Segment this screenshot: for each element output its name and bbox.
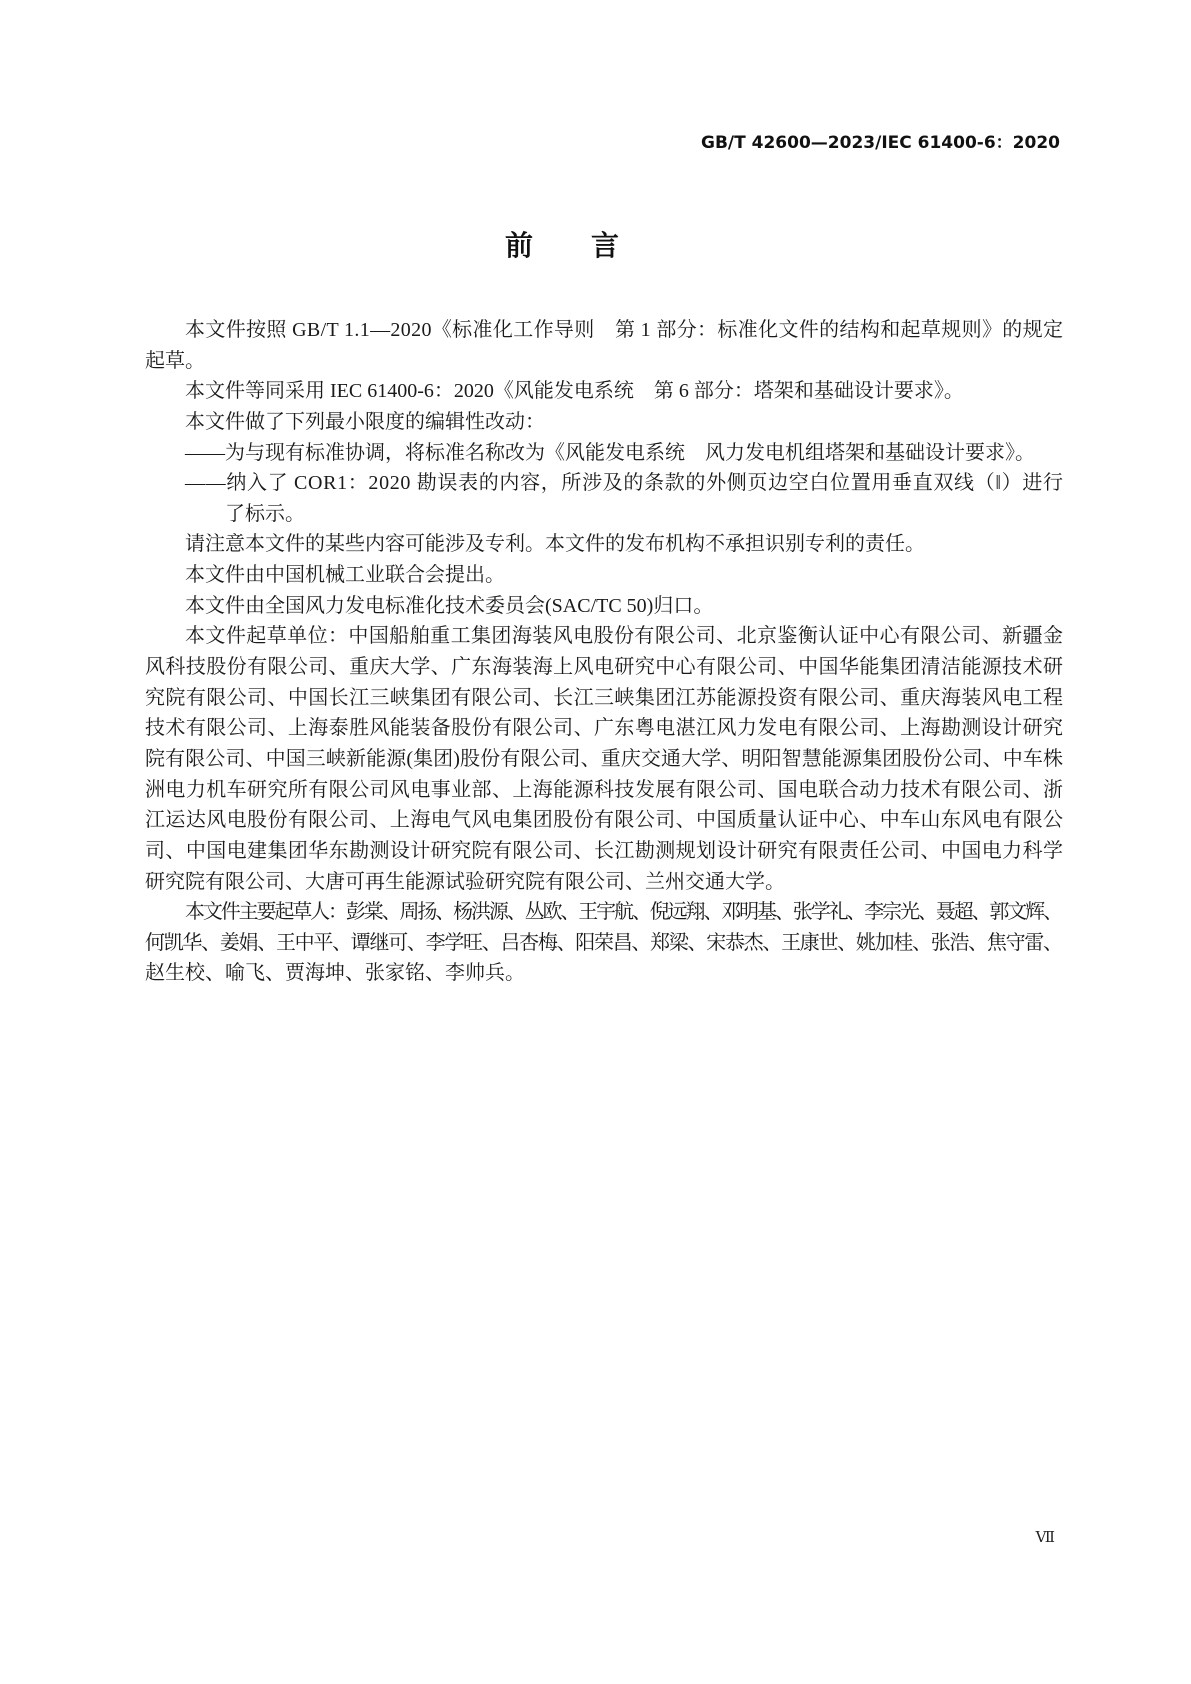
foreword-paragraph-editorial-changes [145,407,1063,438]
foreword-paragraph-technical-committee [145,591,1063,622]
standard-number-header: GB/T 42600—2023/IEC 61400-6：2020 [701,133,1060,153]
paragraph-line: 请注意本文件的某些内容可能涉及专利。本文件的发布机构不承担识别专利的责任。 [185,533,925,556]
paragraph-line: 研究院有限公司、大唐可再生能源试验研究院有限公司、兰州交通大学。 [145,870,785,893]
paragraph-line: 司、中国电建集团华东勘测设计研究院有限公司、长江勘测规划设计研究有限责任公司、中国电力科学 [145,839,1064,862]
list-item-line: ——纳入了 COR1：2020 勘误表的内容，所涉及的条款的外侧页边空白位置用垂直双线（‖）进行 [185,472,1064,495]
foreword-paragraph-proposer [145,560,1063,591]
paragraph-line: 风科技股份有限公司、重庆大学、广东海装海上风电研究中心有限公司、中国华能集团清洁能源技术研 [145,656,1064,679]
foreword-paragraph-patent-notice [145,529,1063,560]
paragraph-line: 洲电力机车研究所有限公司风电事业部、上海能源科技发展有限公司、国电联合动力技术有限公司、浙 [145,778,1064,801]
paragraph-line: 本文件等同采用 IEC 61400-6：2020《风能发电系统 第 6 部分：塔架和基础设计要求》。 [185,380,964,403]
paragraph-line: 院有限公司、中国三峡新能源(集团)股份有限公司、重庆交通大学、明阳智慧能源集团股份公司、中车株 [145,747,1064,770]
paragraph-line: 本文件按照 GB/T 1.1—2020《标准化工作导则 第 1 部分：标准化文件的结构和起草规则》的规定 [185,319,1064,341]
page-title-text: 前 言 [504,229,634,262]
paragraph-line: 本文件做了下列最小限度的编辑性改动： [185,410,545,433]
paragraph-line: 江运达风电股份有限公司、上海电气风电集团股份有限公司、中国质量认证中心、中车山东风电有限公 [145,809,1064,832]
paragraph-line: 本文件由中国机械工业联合会提出。 [185,564,505,587]
paragraph-line: 本文件起草单位：中国船舶重工集团海装风电股份有限公司、北京鉴衡认证中心有限公司、新疆金 [185,625,1064,648]
foreword-body [145,315,1063,989]
paragraph-line: 何凯华、姜娟、王中平、谭继可、李学旺、吕杏梅、阳荣昌、郑梁、宋恭杰、王康世、姚加桂、张浩、焦守雷、 [145,931,1062,954]
foreword-paragraph-drafting-rules [145,315,1063,376]
paragraph-line: 本文件由全国风力发电标准化技术委员会(SAC/TC 50)归口。 [185,594,714,617]
paragraph-line: 赵生校、喻飞、贾海坤、张家铭、李帅兵。 [145,962,525,985]
foreword-paragraph-adoption [145,376,1063,407]
list-item-title-change [145,438,1063,469]
paragraph-line: 起草。 [145,349,205,372]
list-item-line: ——为与现有标准协调，将标准名称改为《风能发电系统 风力发电机组塔架和基础设计要求》。 [185,441,1035,464]
page-number: Ⅶ [1035,1530,1055,1546]
list-item-line: 了标示。 [225,502,305,525]
paragraph-line: 技术有限公司、上海泰胜风能装备股份有限公司、广东粤电湛江风力发电有限公司、上海勘测设计研究 [145,717,1064,740]
list-item-corrigendum [145,468,1063,529]
paragraph-line: 究院有限公司、中国长江三峡集团有限公司、长江三峡集团江苏能源投资有限公司、重庆海装风电工程 [145,686,1064,709]
foreword-paragraph-drafters [145,897,1063,989]
page-title [0,228,1124,264]
foreword-paragraph-drafting-organizations [145,621,1063,897]
paragraph-line: 本文件主要起草人：彭棠、周扬、杨洪源、丛欧、王宇航、倪远翔、邓明基、张学礼、李宗光、聂超、郭文辉、 [185,901,1061,924]
